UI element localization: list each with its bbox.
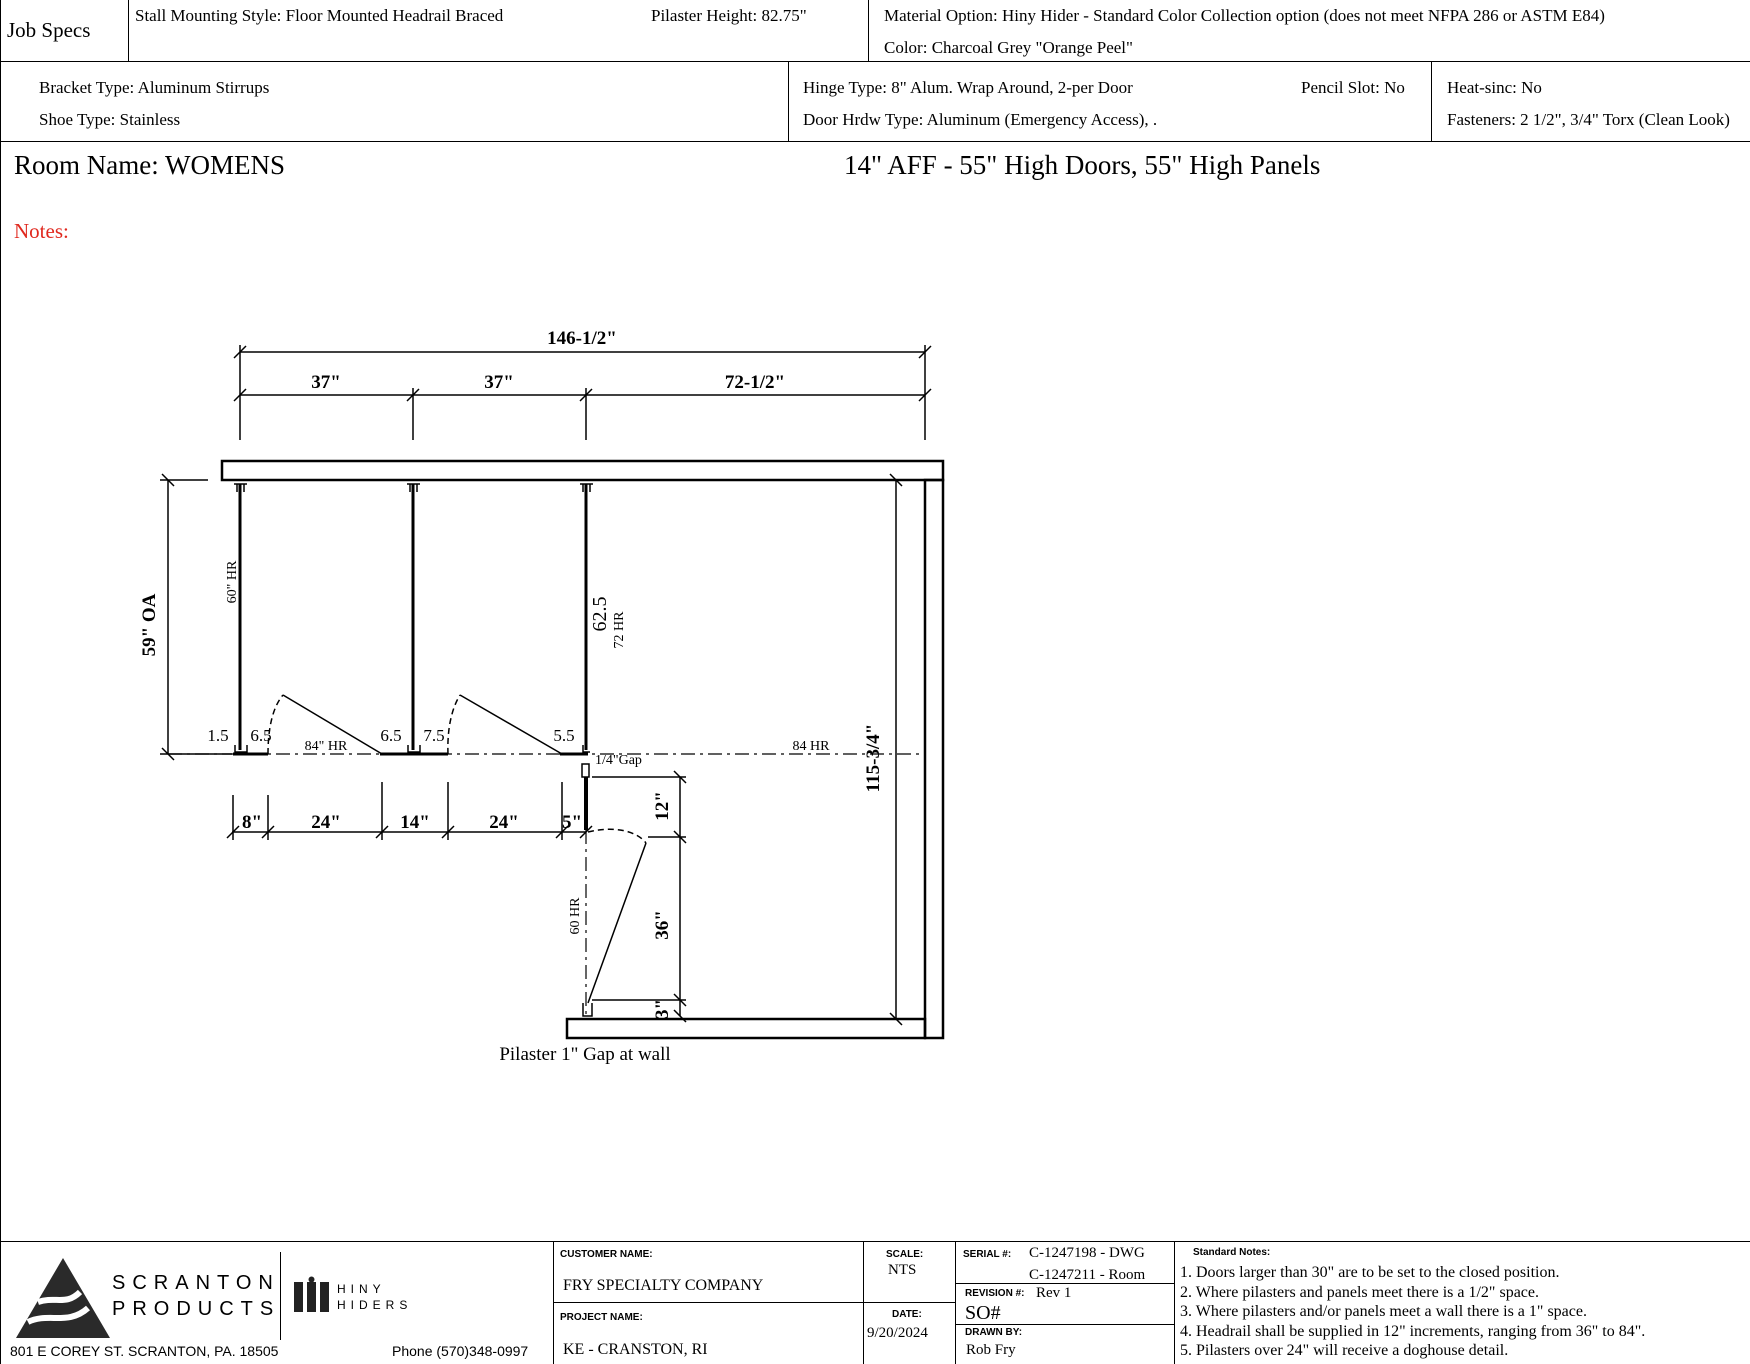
title-block-top-border [0, 1241, 1750, 1242]
back-wall [222, 461, 943, 480]
bottom-wall [567, 1019, 925, 1038]
scale-value: NTS [888, 1262, 917, 1278]
pilaster-gap-block [582, 764, 589, 777]
tb-divider-date [863, 1302, 955, 1303]
stall-mounting-style: Stall Mounting Style: Floor Mounted Headrail Braced [135, 6, 504, 25]
dim-front-14: 14" [400, 812, 430, 833]
room-name: Room Name: WOMENS [14, 150, 285, 180]
shoe-type: Shoe Type: Stainless [39, 110, 181, 129]
pilaster-gap-note: Pilaster 1" Gap at wall [499, 1044, 671, 1065]
brand-line2: HIDERS [337, 1298, 413, 1312]
serial-value-room: C-1247211 - Room [1029, 1267, 1146, 1283]
hr-72: 72 HR [612, 611, 627, 649]
dim-6-5-a: 6.5 [250, 726, 272, 745]
company-phone: Phone (570)348-0997 [392, 1343, 529, 1359]
standard-note: 3. Where pilasters and/or panels meet a wall there is a 1" space. [1180, 1303, 1587, 1320]
dim-overall-width: 146-1/2" [547, 328, 617, 349]
serial-label: SERIAL #: [963, 1249, 1012, 1260]
dim-7-5: 7.5 [423, 726, 445, 745]
notes-label: Notes: [14, 219, 69, 243]
serial-value-dwg: C-1247198 - DWG [1029, 1245, 1145, 1261]
dim-depth-oa: 59" OA [139, 593, 160, 657]
dim-front-5: 5" [561, 812, 583, 833]
dim-front-24b: 24" [489, 812, 519, 833]
standard-notes-list [1180, 1263, 1645, 1361]
scale-label: SCALE: [886, 1249, 924, 1260]
tb-divider-serial [955, 1241, 956, 1364]
dim-front-8: 8" [241, 812, 263, 833]
standard-note: 2. Where pilasters and panels meet there is a 1/2" space. [1180, 1283, 1539, 1301]
door-1-swing [268, 695, 283, 754]
color-spec: Color: Charcoal Grey "Orange Peel" [884, 38, 1133, 57]
dim-62-5: 62.5 [589, 596, 611, 632]
customer-name-value: FRY SPECIALTY COMPANY [563, 1277, 764, 1294]
revision-label: REVISION #: [965, 1288, 1025, 1299]
customer-name-label: CUSTOMER NAME: [560, 1249, 653, 1260]
scranton-logo-icon [8, 1252, 118, 1344]
dim-ada-12: 12" [652, 791, 673, 821]
dim-ada-36: 36" [652, 910, 673, 940]
ada-door-swing [588, 829, 646, 843]
dim-stall-3-width: 72-1/2" [724, 372, 786, 393]
fasteners: Fasteners: 2 1/2", 3/4" Torx (Clean Look) [1447, 110, 1730, 129]
so-number-label: SO# [965, 1302, 1001, 1324]
hr-60-left: 60" HR [225, 560, 240, 604]
dim-6-5-b: 6.5 [380, 726, 402, 745]
standard-note: 5. Pilasters over 24" will receive a doghouse detail. [1180, 1342, 1509, 1359]
company-name-line2: PRODUCTS [112, 1298, 281, 1320]
dim-1-5: 1.5 [207, 726, 229, 745]
tb-divider-project [553, 1302, 863, 1303]
hinge-type: Hinge Type: 8" Alum. Wrap Around, 2-per Door [803, 78, 1133, 97]
tb-divider-notes [1174, 1241, 1175, 1364]
job-specs-label: Job Specs [7, 18, 91, 42]
logo-divider [280, 1252, 281, 1340]
date-value: 9/20/2024 [867, 1325, 928, 1341]
project-name-label: PROJECT NAME: [560, 1312, 643, 1323]
dim-ada-3: 3" [652, 998, 673, 1020]
dim-room-depth: 115-3/4" [863, 723, 884, 793]
dim-stall-1-width: 37" [311, 372, 341, 393]
standard-note: 1. Doors larger than 30" are to be set to the closed position. [1180, 1264, 1560, 1281]
hr-60-bottom: 60 HR [568, 897, 583, 935]
door-hardware-type: Door Hrdw Type: Aluminum (Emergency Access), . [803, 110, 1158, 129]
standard-note: 4. Headrail shall be supplied in 12" increments, ranging from 36" to 84". [1180, 1322, 1646, 1340]
room-heights: 14" AFF - 55" High Doors, 55" High Panels [844, 150, 1321, 180]
door-2 [460, 695, 562, 754]
brand-line1: HINY [337, 1282, 386, 1296]
drawn-by-label: DRAWN BY: [965, 1327, 1023, 1338]
bracket-type: Bracket Type: Aluminum Stirrups [39, 78, 270, 97]
right-wall [925, 480, 943, 1038]
dim-stall-2-width: 37" [484, 372, 514, 393]
quarter-gap-label: 1/4"Gap [595, 753, 642, 768]
door-2-swing [448, 695, 460, 754]
hr-84-left: 84" HR [304, 739, 348, 754]
pencil-slot: Pencil Slot: No [1301, 78, 1405, 97]
ada-door [588, 843, 646, 1003]
pilaster-height: Pilaster Height: 82.75" [651, 6, 807, 25]
ada-bottom-pilaster [583, 1003, 592, 1016]
hiny-hiders-icon [292, 1276, 332, 1314]
revision-value: Rev 1 [1036, 1285, 1072, 1301]
project-name-value: KE - CRANSTON, RI [563, 1341, 708, 1358]
material-option: Material Option: Hiny Hider - Standard Color Collection option (does not meet NFPA 286 or ASTM E84) [884, 6, 1605, 25]
heat-sinc: Heat-sinc: No [1447, 78, 1542, 97]
standard-notes-label: Standard Notes: [1193, 1247, 1271, 1258]
date-label: DATE: [892, 1309, 922, 1320]
dim-front-24a: 24" [311, 812, 341, 833]
company-address: 801 E COREY ST. SCRANTON, PA. 18505 [10, 1343, 279, 1359]
dim-5-5: 5.5 [553, 726, 575, 745]
company-name-line1: SCRANTON [112, 1272, 280, 1294]
drawn-by-value: Rob Fry [966, 1342, 1016, 1358]
hr-84-right: 84 HR [792, 739, 830, 754]
